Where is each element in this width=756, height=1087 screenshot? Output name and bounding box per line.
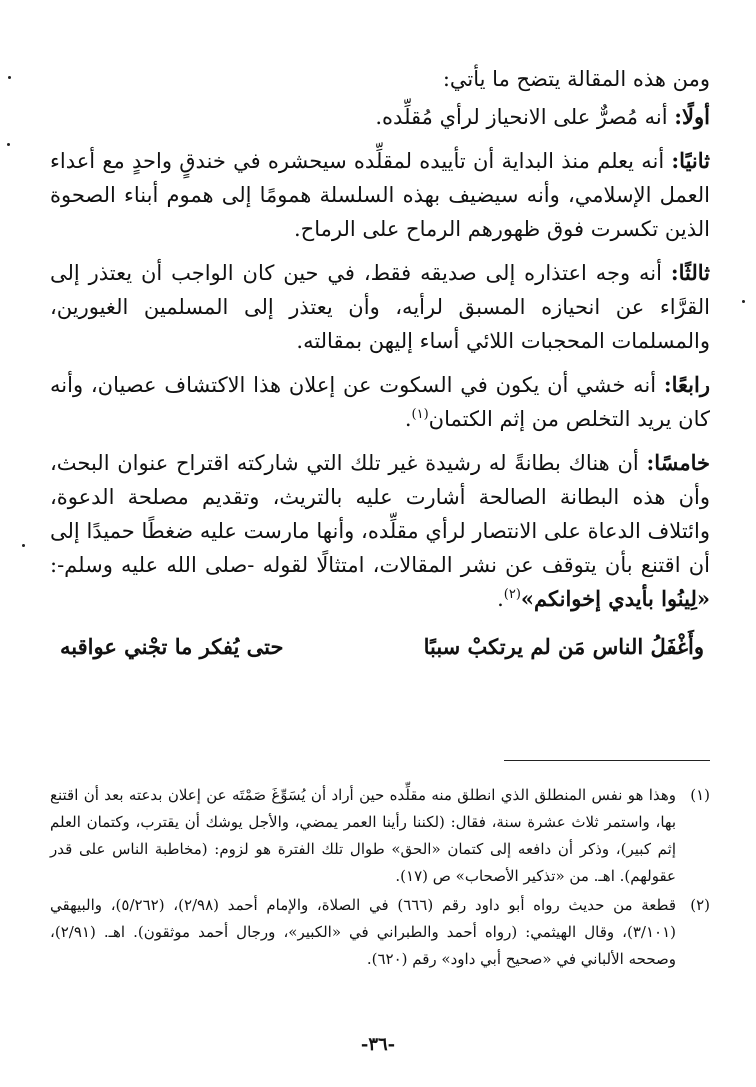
point-text: أنه خشي أن يكون في السكوت عن إعلان هذا الاكتشاف عصيان، وأنه كان يريد التخلص من إثم الكتمان <box>50 373 710 431</box>
intro-line: ومن هذه المقالة يتضح ما يأتي: <box>442 67 710 91</box>
point-4 <box>50 368 710 436</box>
hadith-quote: «لِينُوا بأيدي إخوانكم» <box>520 586 710 611</box>
point-text: أن هناك بطانةً له رشيدة غير تلك التي شاركته اقتراح عنوان البحث، وأن هذه البطانة الصالحة أشارت عليه بالتريث، وتقديم مصلحة الدعوة، وائتلاف الدعاة على الانتصار لرأي مقلِّده، وأنها مارست عليه ضغطًا حميدًا إلى أن اقتنع بأن يتوقف عن نشر المقالات، امتثالًا لقوله -صلى الله عليه وسلم-: <box>50 451 710 577</box>
point-2 <box>50 144 710 246</box>
point-tail: . <box>404 407 412 431</box>
verse-second-hemistich: حتى يُفكر ما تجْني عواقبه <box>60 634 284 659</box>
footnote-ref-2: (٢) <box>503 587 521 602</box>
scan-speck <box>7 143 10 146</box>
point-text: أنه مُصرٌّ على الانحياز لرأي مُقلِّده. <box>375 105 675 129</box>
main-text <box>50 62 710 664</box>
point-3 <box>50 256 710 358</box>
poem-verse <box>50 630 710 664</box>
footnote-number: (١) <box>690 786 710 804</box>
point-lead: أولًا: <box>674 104 710 129</box>
point-1 <box>50 100 710 134</box>
footnotes <box>50 782 710 975</box>
point-tail: . <box>497 587 504 611</box>
point-lead: خامسًا: <box>646 450 710 475</box>
point-lead: ثالثًا: <box>670 260 710 285</box>
footnote-separator <box>504 760 710 761</box>
footnote-1 <box>50 782 710 890</box>
page-number: -٣٦- <box>360 1034 396 1055</box>
point-5 <box>50 446 710 616</box>
scan-speck <box>742 300 745 303</box>
footnote-text: قطعة من حديث رواه أبو داود رقم (٦٦٦) في الصلاة، والإمام أحمد (٢/٩٨)، (٥/٢٦٢)، والبيهقي (٣/١٠١)، وقال الهيثمي: (رواه أحمد والطبراني في «الكبير»، ورجال أحمد موثقون). اهـ. (٢/٩١)، وصححه الألباني في «صحيح أبي داود» رقم (٦٢٠). <box>50 896 676 968</box>
scan-speck <box>22 544 25 547</box>
verse-first-hemistich: وأَغْفَلُ الناس مَن لم يرتكبْ سببًا <box>423 634 704 659</box>
point-text: أنه وجه اعتذاره إلى صديقه فقط، في حين كان الواجب أن يعتذر إلى القرَّاء عن انحيازه المسبق لرأيه، وأن يعتذر إلى المسلمين الغيورين، والمسلمات المحجبات اللائي أساء إليهن بمقالته. <box>50 261 710 353</box>
scan-speck <box>8 76 11 79</box>
footnote-2 <box>50 892 710 973</box>
point-lead: ثانيًا: <box>671 148 710 173</box>
footnote-text: وهذا هو نفس المنطلق الذي انطلق منه مقلِّده حين أراد أن يُسَوِّغَ صَمْتَه عن إعلان بدعته بعد أن اقتنع بها، واستمر ثلاث عشرة سنة، فقال: (لكننا رأينا العمر يمضي، والأجل يوشك أن يقترب، وكتمان العلم إثم كبير)، وذكر أن دافعه إلى كتمان «الحق» طوال تلك الفترة هو لزوم: (مخاطبة الناس على قدر عقولهم). اهـ. من «تذكير الأصحاب» ص (١٧). <box>50 786 676 885</box>
point-lead: رابعًا: <box>663 372 710 397</box>
footnote-ref-1: (١) <box>411 407 429 422</box>
footnote-number: (٢) <box>690 896 710 914</box>
point-text: أنه يعلم منذ البداية أن تأييده لمقلِّده سيحشره في خندقٍ واحدٍ مع أعداء العمل الإسلامي، وأنه سيضيف بهذه السلسلة همومًا إلى هموم أبناء الصحوة الذين تكسرت فوق ظهورهم الرماح على الرماح. <box>50 149 710 241</box>
